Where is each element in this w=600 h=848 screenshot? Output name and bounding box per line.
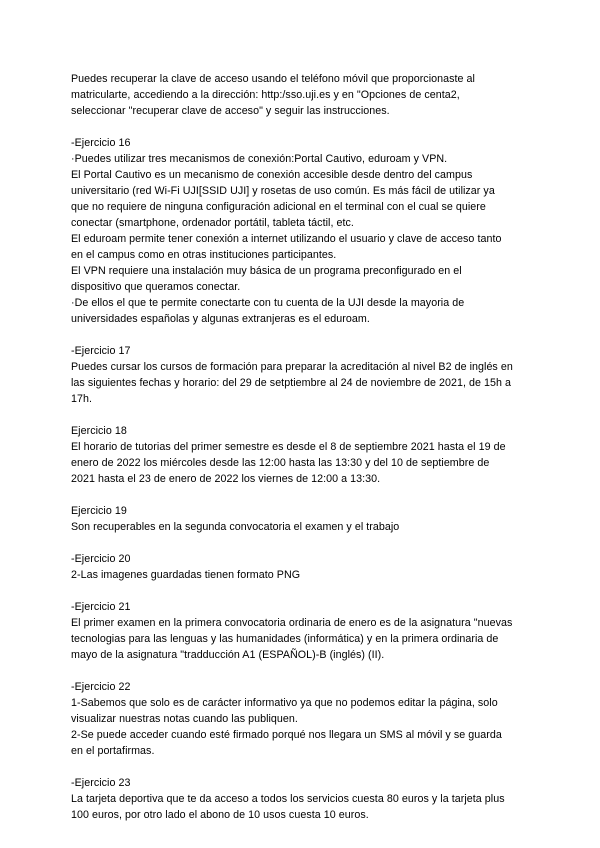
exercise-heading: -Ejercicio 21 xyxy=(71,601,131,613)
text-line: La tarjeta deportiva que te da acceso a todos los servicios cuesta 80 euros y la tarjeta plus xyxy=(71,793,505,805)
text-line: visualizar nuestras notas cuando las publiquen. xyxy=(71,713,298,725)
text-line: conectar (smartphone, ordenador portátil, tableta táctil, etc. xyxy=(71,217,354,229)
paragraph-gap xyxy=(71,583,541,599)
text-line: ·De ellos el que te permite conectarte con tu cuenta de la UJI desde la mayoria de xyxy=(71,297,465,309)
intro-paragraph xyxy=(71,71,541,119)
exercise-section xyxy=(71,775,541,823)
exercise-heading: Ejercicio 18 xyxy=(71,425,127,437)
paragraph-gap xyxy=(71,663,541,679)
text-line: Puedes recuperar la clave de acceso usando el teléfono móvil que proporcionaste al xyxy=(71,73,475,85)
text-line: matricularte, accediendo a la dirección: http:/sso.uji.es y en "Opciones de centa2, xyxy=(71,89,460,101)
exercise-section xyxy=(71,599,541,663)
exercise-heading: Ejercicio 19 xyxy=(71,505,127,517)
exercise-section xyxy=(71,343,541,407)
exercise-section xyxy=(71,679,541,759)
exercise-section xyxy=(71,503,541,535)
text-line: 1-Sabemos que solo es de carácter informativo ya que no podemos editar la página, solo xyxy=(71,697,498,709)
text-line: las siguientes fechas y horario: del 29 de setptiembre al 24 de noviembre de 2021, de 15h a xyxy=(71,377,512,389)
text-line: 2-Se puede acceder cuando esté firmado porqué nos llegara un SMS al móvil y se guarda xyxy=(71,729,502,741)
text-line: en el campus como en otras instituciones participantes. xyxy=(71,249,337,261)
text-line: 100 euros, por otro lado el abono de 10 usos cuesta 10 euros. xyxy=(71,809,369,821)
text-line: 2021 hasta el 23 de enero de 2022 los viernes de 12:00 a 13:30. xyxy=(71,473,381,485)
text-line: seleccionar "recuperar clave de acceso" y seguir las instrucciones. xyxy=(71,105,390,117)
paragraph-gap xyxy=(71,327,541,343)
exercise-heading: -Ejercicio 23 xyxy=(71,777,131,789)
text-line: mayo de la asignatura "tradducción A1 (ESPAÑOL)-B (inglés) (II). xyxy=(71,649,385,661)
text-line: universitario (red Wi-Fi UJI[SSID UJI] y rosetas de uso común. Es más fácil de utilizar ya xyxy=(71,185,495,197)
text-line: El primer examen en la primera convocatoria ordinaria de enero es de la asignatura "nuevas xyxy=(71,617,513,629)
text-line: enero de 2022 los miércoles desde las 12:00 hasta las 13:30 y del 10 de septiembre de xyxy=(71,457,490,469)
text-line: 17h. xyxy=(71,393,93,405)
text-line: en el portafirmas. xyxy=(71,745,155,757)
paragraph-gap xyxy=(71,119,541,135)
document-page xyxy=(71,71,541,823)
text-line: tecnologias para las lenguas y las humanidades (informática) y en la primera ordinaria de xyxy=(71,633,499,645)
text-line: El eduroam permite tener conexión a internet utilizando el usuario y clave de acceso tanto xyxy=(71,233,502,245)
paragraph-gap xyxy=(71,759,541,775)
text-line: 2-Las imagenes guardadas tienen formato PNG xyxy=(71,569,301,581)
exercise-section xyxy=(71,423,541,487)
exercise-heading: -Ejercicio 20 xyxy=(71,553,131,565)
exercise-heading: -Ejercicio 22 xyxy=(71,681,131,693)
paragraph-gap xyxy=(71,407,541,423)
text-line: El VPN requiere una instalación muy básica de un programa preconfigurado en el xyxy=(71,265,462,277)
text-line: dispositivo que queramos conectar. xyxy=(71,281,241,293)
text-line: El Portal Cautivo es un mecanismo de conexión accesible desde dentro del campus xyxy=(71,169,473,181)
exercise-section xyxy=(71,135,541,327)
text-line: El horario de tutorias del primer semestre es desde el 8 de septiembre 2021 hasta el 19 de xyxy=(71,441,506,453)
exercise-section xyxy=(71,551,541,583)
exercise-heading: -Ejercicio 16 xyxy=(71,137,131,149)
text-line: ·Puedes utilizar tres mecanismos de conexión:Portal Cautivo, eduroam y VPN. xyxy=(71,153,448,165)
text-line: Son recuperables en la segunda convocatoria el examen y el trabajo xyxy=(71,521,400,533)
text-line: universidades españolas y algunas extranjeras es el eduroam. xyxy=(71,313,370,325)
paragraph-gap xyxy=(71,535,541,551)
text-line: que no requiere de ninguna configuración adicional en el terminal con el cual se quiere xyxy=(71,201,486,213)
paragraph-gap xyxy=(71,487,541,503)
text-line: Puedes cursar los cursos de formación para preparar la acreditación al nivel B2 de inglés en xyxy=(71,361,513,373)
exercise-heading: -Ejercicio 17 xyxy=(71,345,131,357)
